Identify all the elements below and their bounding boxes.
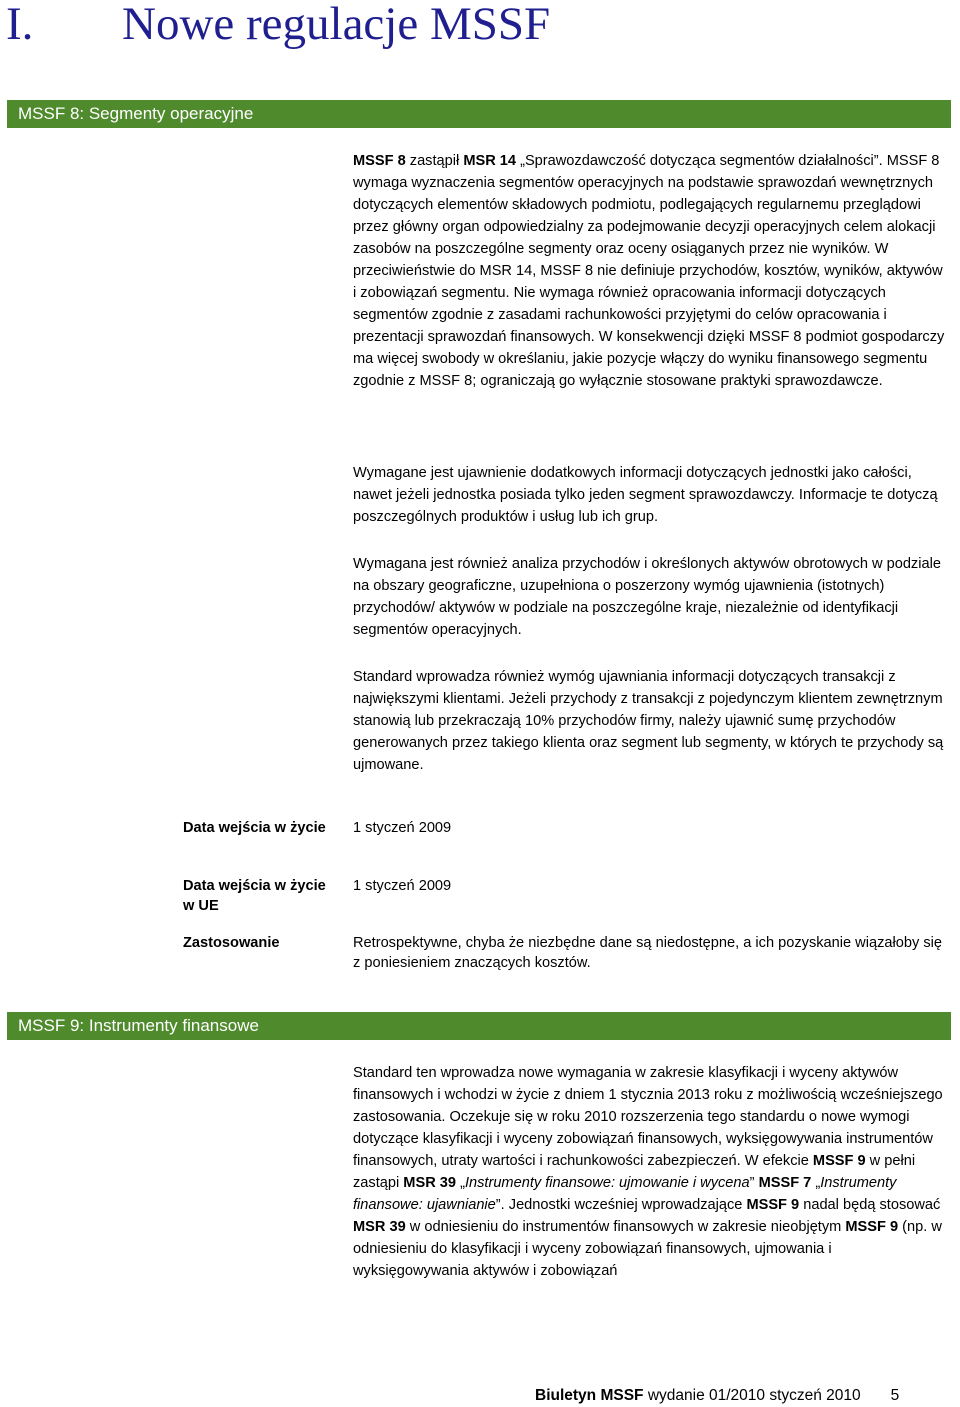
mssf9-paragraph: Standard ten wprowadza nowe wymagania w zakresie klasyfikacji i wyceny aktywów finansowych i wchodzi w życie z dniem 1 stycznia 2013 roku z możliwością wcześniejszego zastosowania. Oczekuje się w roku 2010 rozszerzenia tego standardu o nowe wymogi dotyczące klasyfikacji i wyceny zobowiązań finansowych, wyksięgowywania instrumentów finansowych, utraty wartości i rachunkowości zabezpieczeń. W efekcie MSSF 9 w pełni zastąpi MSR 39 „Instrumenty finansowe: ujmowanie i wycena” MSSF 7 „Instrumenty finansowe: ujawnianie”. Jednostki wcześniej wprowadzające MSSF 9 nadal będą stosować MSR 39 w odniesieniu do instrumentów finansowych w zakresie nieobjętym MSSF 9 (np. w odniesieniu do klasyfikacji i wyceny zobowiązań finansowych, ujmowania i wyksięgowywania aktywów i zobowiązań (353, 1065, 943, 1279)
mssf8-paragraph-2: Wymagane jest ujawnienie dodatkowych informacji dotyczących jednostki jako całości, nawet jeżeli jednostka posiada tylko jeden segment sprawozdawczy. Informacje te dotyczą poszczególnych produktów i usług lub ich grup. (353, 465, 938, 525)
chapter-number: I. (6, 0, 34, 50)
meta-label-application: Zastosowanie (183, 935, 280, 951)
footer-issue: wydanie 01/2010 styczeń 2010 (643, 1387, 861, 1404)
section-heading-mssf8: MSSF 8: Segmenty operacyjne (7, 100, 951, 128)
meta-label-eu-effective-date: Data wejścia w życie w UE (183, 878, 326, 914)
footer-publication: Biuletyn MSSF (535, 1387, 644, 1404)
bold-term: MSR 39 (403, 1175, 457, 1191)
bold-term: MSSF 9 (746, 1197, 800, 1213)
bold-term: MSSF 9 (812, 1153, 866, 1169)
mssf8-paragraph-3: Wymagana jest również analiza przychodów i określonych aktywów obrotowych w podziale na obszary geograficzne, uzupełniona o poszerzony wymóg ujawnienia (istotnych) przychodów/ aktywów w podziale na poszczególne kraje, niezależnie od identyfikacji segmentów operacyjnych. (353, 556, 941, 638)
bold-term: MSSF 7 (758, 1175, 812, 1191)
meta-value-eu-effective-date: 1 styczeń 2009 (353, 878, 452, 894)
bold-term: MSR 14 (463, 153, 517, 169)
chapter-title: Nowe regulacje MSSF (122, 0, 551, 50)
italic-title: Instrumenty finansowe: ujawnianie (353, 1175, 897, 1213)
page-title (6, 0, 550, 54)
section-heading-mssf9: MSSF 9: Instrumenty finansowe (7, 1012, 951, 1040)
meta-value-effective-date: 1 styczeń 2009 (353, 820, 452, 836)
meta-value-application: Retrospektywne, chyba że niezbędne dane są niedostępne, a ich pozyskanie wiązałoby się z poniesieniem znaczących kosztów. (353, 935, 942, 971)
page-number: 5 (890, 1387, 900, 1404)
page-footer (535, 1386, 899, 1406)
mssf8-paragraph-4: Standard wprowadza również wymóg ujawniania informacji dotyczących transakcji z największymi klientami. Jeżeli przychody z transakcji z pojedynczym klientem zewnętrznym stanowią lub przekraczają 10% przychodów firmy, należy ujawnić sumę przychodów generowanych przez takiego klienta oraz segment lub segmenty, w których te przychody są ujmowane. (353, 669, 944, 773)
mssf8-intro-paragraph: MSSF 8 zastąpił MSR 14 „Sprawozdawczość dotycząca segmentów działalności”. MSSF 8 wymaga wyznaczenia segmentów operacyjnych na podstawie sprawozdań wewnętrznych dotyczących elementów składowych podmiotu, podlegających regularnemu przeglądowi przez główny organ odpowiedzialny za podejmowanie decyzji operacyjnych celem alokacji zasobów na poszczególne segmenty oraz oceny osiąganych przez nie wyników. W przeciwieństwie do MSR 14, MSSF 8 nie definiuje przychodów, kosztów, wyników, aktywów i zobowiązań segmentu. Nie wymaga również opracowania informacji dotyczących segmentów zgodnie z zasadami rachunkowości przyjętymi do celów opracowania i prezentacji sprawozdań finansowych. W konsekwencji dzięki MSSF 8 podmiot gospodarczy ma więcej swobody w określaniu, jakie pozycje włączy do wyniku finansowego segmentu zgodnie z MSSF 8; ograniczają go wyłącznie stosowane praktyki sprawozdawcze. (353, 153, 945, 389)
bold-term: MSR 39 (353, 1219, 406, 1235)
meta-label-effective-date: Data wejścia w życie (183, 820, 326, 836)
italic-title: Instrumenty finansowe: ujmowanie i wycena (464, 1175, 750, 1191)
bold-term: MSSF 9 (845, 1219, 899, 1235)
bold-term: MSSF 8 (353, 153, 406, 169)
